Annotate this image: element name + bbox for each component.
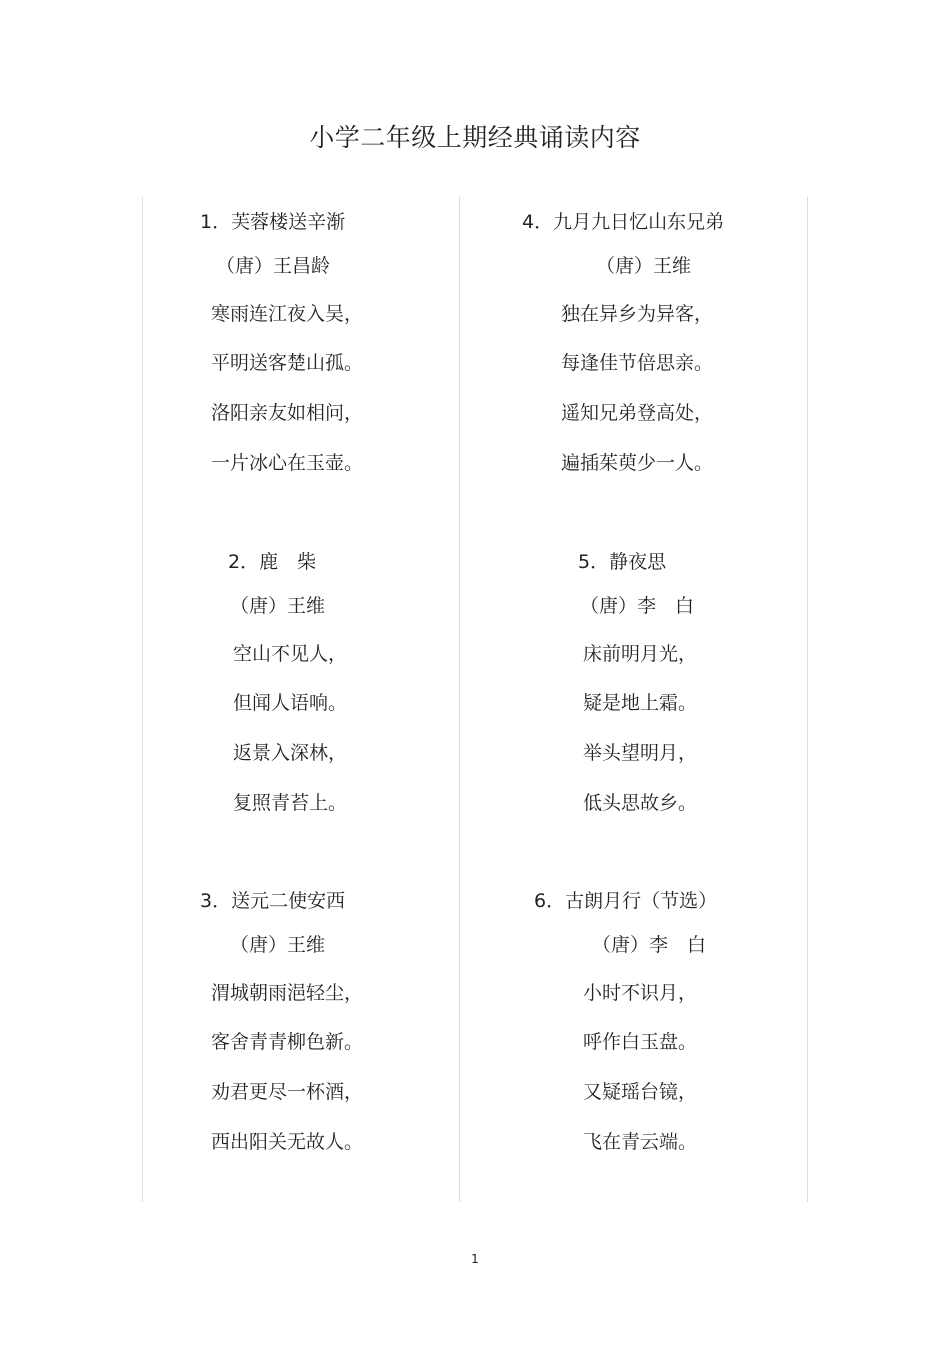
- poem-author: （唐）王维: [596, 255, 692, 277]
- poem-author: （唐）王维: [230, 595, 326, 617]
- column-divider-right: [807, 197, 808, 1202]
- poem-line: 小时不识月，: [583, 982, 698, 1004]
- poem-author: （唐）王维: [230, 934, 326, 956]
- poem-title: 3．送元二使安西: [200, 890, 346, 912]
- poem-line: 一片冰心在玉壶。: [211, 452, 364, 474]
- column-divider-center: [459, 197, 460, 1202]
- poem-title: 4．九月九日忆山东兄弟: [522, 211, 725, 233]
- poem-line: 独在异乡为异客，: [561, 303, 714, 325]
- page-number: 1: [471, 1252, 479, 1266]
- poem-line: 西出阳关无故人。: [211, 1131, 364, 1153]
- poem-line: 每逢佳节倍思亲。: [561, 352, 714, 374]
- poem-line: 复照青苔上。: [233, 792, 348, 814]
- poem-line: 但闻人语响。: [233, 692, 348, 714]
- column-divider-left: [142, 197, 143, 1202]
- poem-line: 平明送客楚山孤。: [211, 352, 364, 374]
- poem-author: （唐）李 白: [580, 595, 695, 617]
- poem-line: 寒雨连江夜入吴，: [211, 303, 364, 325]
- poem-title: 6．古朗月行（节选）: [534, 890, 718, 912]
- poem-author: （唐）王昌龄: [216, 255, 331, 277]
- poem-title: 1．芙蓉楼送辛渐: [200, 211, 346, 233]
- poem-line: 返景入深林，: [233, 742, 348, 764]
- poem-line: 遥知兄弟登高处，: [561, 402, 714, 424]
- poem-line: 空山不见人，: [233, 643, 348, 665]
- poem-line: 洛阳亲友如相问，: [211, 402, 364, 424]
- poem-line: 遍插茱萸少一人。: [561, 452, 714, 474]
- poem-title: 5．静夜思: [578, 551, 667, 573]
- poem-line: 呼作白玉盘。: [583, 1031, 698, 1053]
- poem-line: 飞在青云端。: [583, 1131, 698, 1153]
- poem-line: 疑是地上霜。: [583, 692, 698, 714]
- poem-line: 渭城朝雨浥轻尘，: [211, 982, 364, 1004]
- poem-line: 床前明月光，: [583, 643, 698, 665]
- poem-line: 低头思故乡。: [583, 792, 698, 814]
- poem-title: 2．鹿 柴: [228, 551, 317, 573]
- poem-line: 举头望明月，: [583, 742, 698, 764]
- poem-line: 又疑瑶台镜，: [583, 1081, 698, 1103]
- poem-line: 劝君更尽一杯酒，: [211, 1081, 364, 1103]
- poem-line: 客舍青青柳色新。: [211, 1031, 364, 1053]
- poem-author: （唐）李 白: [592, 934, 707, 956]
- document-title: 小学二年级上期经典诵读内容: [309, 123, 641, 152]
